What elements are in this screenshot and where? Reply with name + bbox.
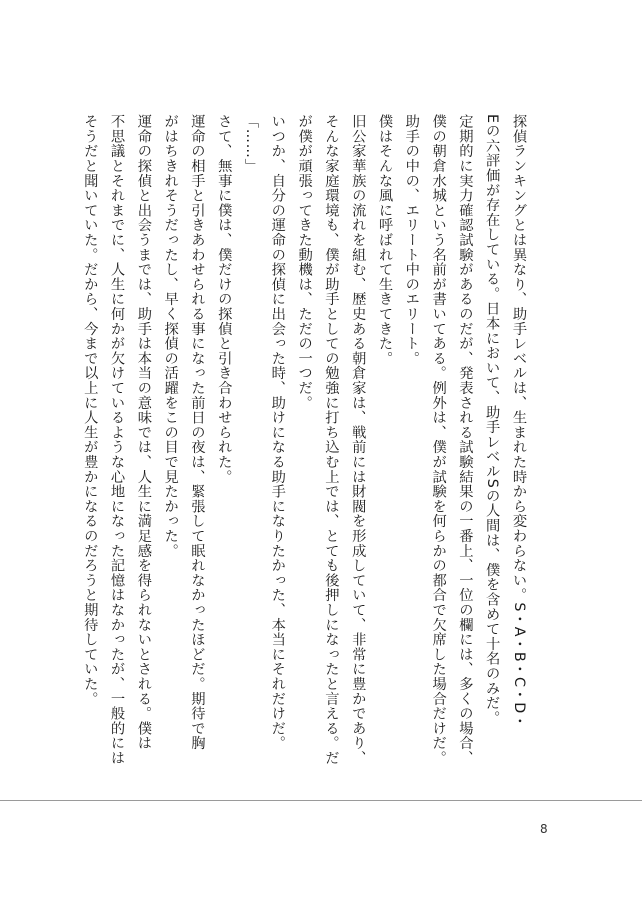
text-line: 定期的に実力確認試験があるのだが、発表される試験結果の一番上、一位の欄には、多くの場合、: [457, 114, 474, 766]
text-line: いつか、自分の運命の探偵に出会った時、助けになる助手になりたかった、本当にそれだけだ。: [269, 114, 286, 751]
body-text: [76, 114, 532, 814]
text-line: 僕の朝倉水城という名前が書いてある。例外は、僕が試験を何らかの都合で欠席した場合だけだ。: [430, 114, 447, 766]
text-line: 運命の探偵と出会うまでは、助手は本当の意味では、人生に満足感を得られないとされる。僕は: [135, 114, 152, 751]
text-line: 運命の相手と引きあわせられる事になった前日の夜は、緊張して眠れなかったほどだ。期待で胸: [189, 114, 206, 751]
text-line: がはちきれそうだったし、早く探偵の活躍をこの目で見たかった。: [162, 114, 179, 558]
text-line: そんな家庭環境も、僕が助手としての勉強に打ち込む上では、とても後押しになったと言える。だ: [323, 114, 340, 766]
text-line: 旧公家華族の流れを組む、歴史ある朝倉家は、戦前には財閥を形成していて、非常に豊かであり、: [350, 114, 367, 766]
text-line: 「……」: [243, 114, 260, 174]
footer-divider: [0, 800, 642, 801]
text-line: 僕はそんな風に呼ばれて生きてきた。: [377, 114, 394, 366]
text-line: そうだと聞いていた。だから、今まで以上に人生が豊かになるのだろうと期待していた。: [82, 114, 99, 706]
page-number: 8: [540, 822, 548, 836]
text-line: Eの六評価が存在している。日本において、助手レベルSの人間は、僕を含めて十名のみだ。: [484, 114, 501, 726]
text-line: が僕が頑張ってきた動機は、ただの一つだ。: [296, 114, 313, 410]
text-line: 助手の中の、エリート中のエリート。: [403, 114, 420, 366]
text-line: 探偵ランキングとは異なり、助手レベルは、生まれた時から変わらない。S・A・B・C・D・: [511, 114, 527, 729]
text-line: 不思議とそれまでに、人生に何かが欠けているような心地になった記憶はなかったが、一般的には: [109, 114, 126, 766]
text-line: さて、無事に僕は、僕だけの探偵と引き合わせられた。: [216, 114, 233, 484]
